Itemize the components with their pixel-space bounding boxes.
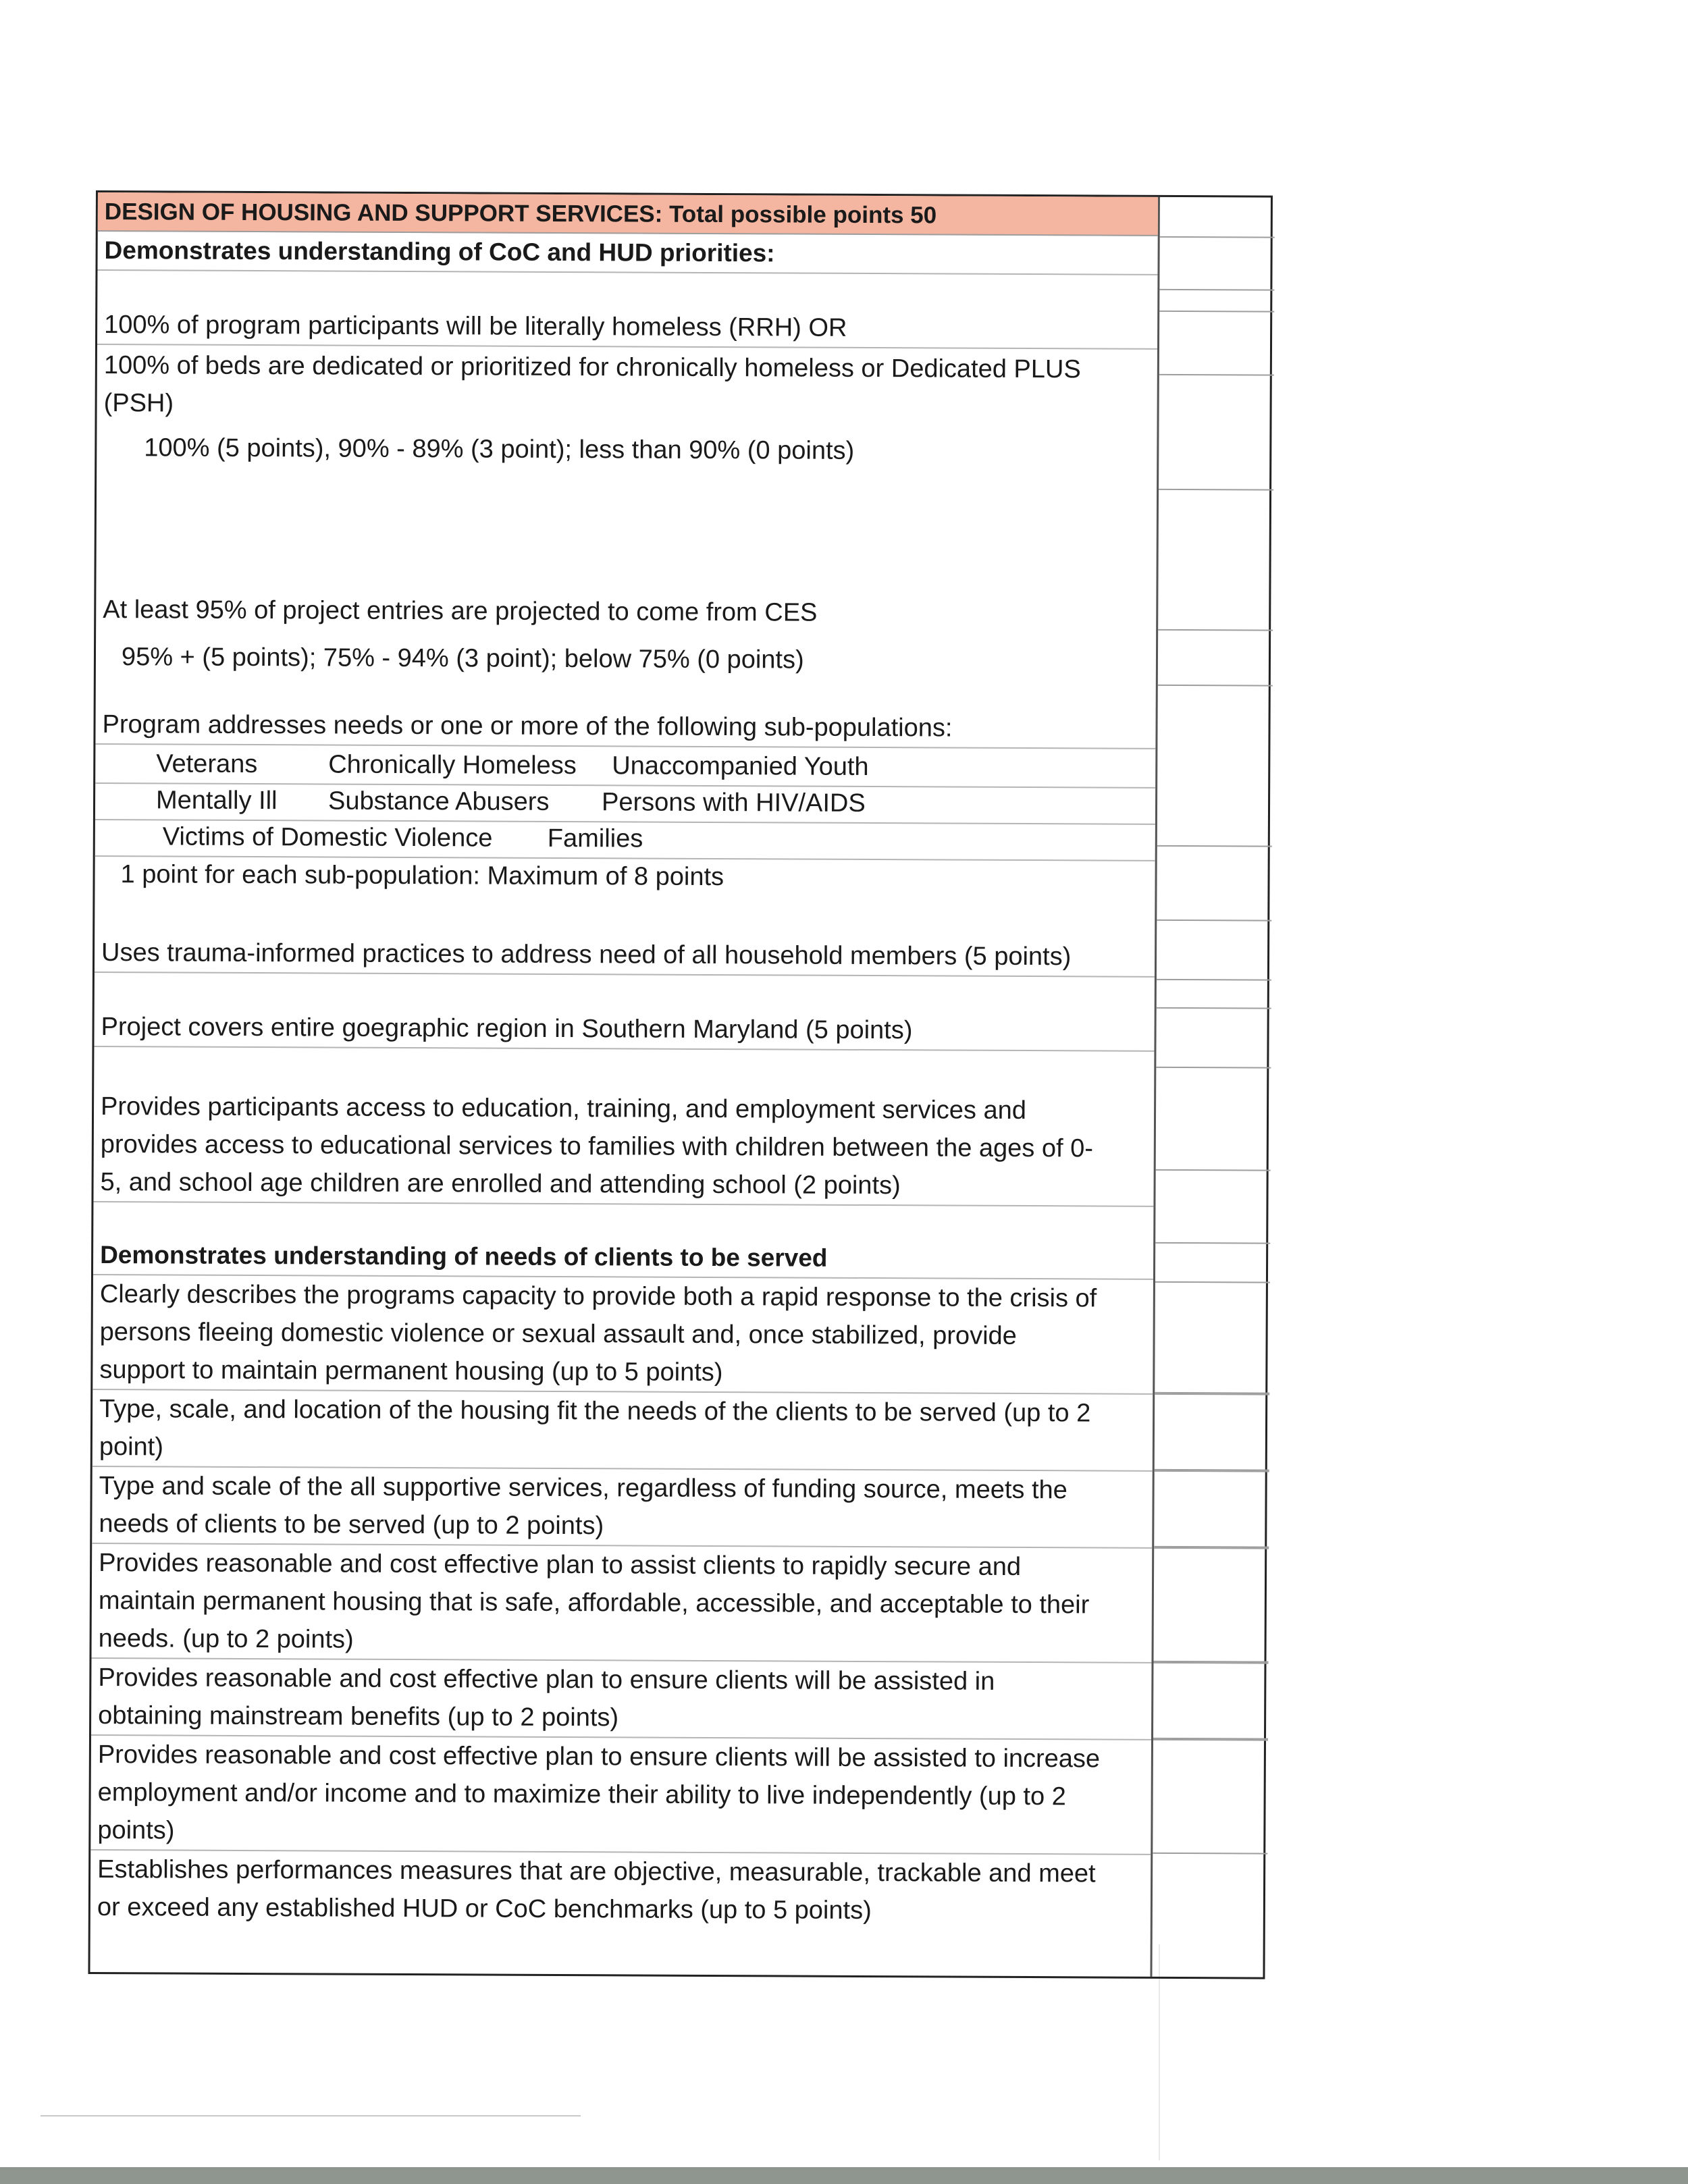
- criterion-psh-line2: (PSH): [103, 389, 174, 418]
- criterion-region: Project covers entire goegraphic region in Southern Maryland (5 points): [94, 1008, 1154, 1052]
- score-box[interactable]: [1157, 920, 1271, 981]
- score-box[interactable]: [1153, 1662, 1268, 1740]
- criterion-ces-scoring: 95% + (5 points); 75% - 94% (3 point); below 75% (0 points): [121, 643, 804, 674]
- criterion-subpop-scoring: 1 point for each sub-population: Maximum of 8 points: [120, 860, 724, 892]
- score-box[interactable]: [1154, 1470, 1269, 1548]
- criterion-plan-benefits-line2: obtaining mainstream benefits (up to 2 points): [91, 1697, 1151, 1740]
- criterion-education-line1: Provides participants access to education, training, and employment services and: [100, 1092, 1027, 1125]
- criterion-plan-income-line3: points): [90, 1811, 1151, 1855]
- score-box[interactable]: [1157, 685, 1273, 847]
- criterion-plan-income-line1: Provides reasonable and cost effective plan to ensure clients will be assisted to increase: [97, 1740, 1101, 1774]
- score-box[interactable]: [1155, 1169, 1270, 1244]
- score-box[interactable]: [1156, 1007, 1271, 1069]
- subpop-families: Families: [547, 824, 643, 853]
- criterion-housing-fit-line1: Type, scale, and location of the housing fit the needs of the clients to be served (up to 2: [99, 1395, 1091, 1428]
- criterion-plan-housing-line1: Provides reasonable and cost effective plan to assist clients to rapidly secure and: [99, 1549, 1022, 1581]
- subpop-veterans: Veterans: [156, 749, 258, 779]
- subpop-domestic-violence: Victims of Domestic Violence: [162, 822, 493, 853]
- criterion-rrh: 100% of program participants will be literally homeless (RRH) OR: [97, 306, 1157, 350]
- criterion-ces: At least 95% of project entries are projected to come from CES: [103, 595, 818, 627]
- criterion-subpop-intro: Program addresses needs or one or more of the following sub-populations:: [95, 705, 1155, 749]
- scan-artifact-line: [41, 2115, 581, 2116]
- section-heading-client-needs: Demonstrates understanding of needs of clients to be served: [93, 1236, 1153, 1280]
- score-box[interactable]: [1158, 489, 1273, 631]
- subpop-chronically-homeless: Chronically Homeless: [328, 750, 577, 780]
- criterion-psh-line1: 100% of beds are dedicated or prioritized for chronically homeless or Dedicated PLUS: [103, 351, 1081, 384]
- section-heading-priorities: Demonstrates understanding of CoC and HUD priorities:: [97, 232, 1157, 275]
- criterion-education-line2: provides access to educational services to families with children between the ages of 0-: [100, 1130, 1094, 1163]
- score-box[interactable]: [1155, 1393, 1269, 1471]
- criterion-crisis-line1: Clearly describes the programs capacity to provide both a rapid response to the crisis of: [99, 1280, 1097, 1313]
- scan-edge: [0, 2167, 1688, 2184]
- criterion-measures-line1: Establishes performances measures that are objective, measurable, trackable and meet: [97, 1855, 1096, 1888]
- subpop-hiv-aids: Persons with HIV/AIDS: [601, 788, 866, 818]
- criterion-plan-housing-line2: maintain permanent housing that is safe, affordable, accessible, and acceptable to their: [98, 1587, 1090, 1620]
- score-box[interactable]: [1155, 1281, 1270, 1394]
- score-box[interactable]: [1153, 1739, 1268, 1855]
- form-header: DESIGN OF HOUSING AND SUPPORT SERVICES: Total possible points 50: [98, 192, 1158, 236]
- criterion-measures-line2: or exceed any established HUD or CoC benchmarks (up to 5 points): [97, 1893, 872, 1925]
- subpop-mentally-ill: Mentally Ill: [155, 786, 278, 816]
- subpop-unaccompanied-youth: Unaccompanied Youth: [612, 751, 869, 782]
- criterion-housing-fit-line2: point): [93, 1428, 1153, 1472]
- criterion-plan-benefits-line1: Provides reasonable and cost effective plan to ensure clients will be assisted in: [98, 1663, 995, 1696]
- subpop-substance-abusers: Substance Abusers: [327, 787, 550, 816]
- scoring-form: [88, 190, 1273, 1979]
- criterion-plan-housing-line3: needs. (up to 2 points): [92, 1620, 1152, 1663]
- criterion-education-line3: 5, and school age children are enrolled and attending school (2 points): [93, 1163, 1153, 1207]
- score-box[interactable]: [1154, 1547, 1269, 1663]
- subpop-row-3: [95, 818, 1155, 861]
- criterion-crisis-line3: support to maintain permanent housing (up to 5 points): [93, 1351, 1153, 1395]
- criterion-trauma: Uses trauma-informed practices to address need of all household members (5 points): [95, 934, 1155, 978]
- criterion-plan-income-line2: employment and/or income and to maximize their ability to live independently (up to 2: [97, 1778, 1066, 1811]
- score-box[interactable]: [1159, 236, 1274, 291]
- score-box[interactable]: [1159, 311, 1274, 376]
- criterion-services-line2: needs of clients to be served (up to 2 points): [92, 1505, 1152, 1549]
- criterion-psh-scoring: 100% (5 points), 90% - 89% (3 point); less than 90% (0 points): [144, 433, 855, 465]
- criterion-crisis-line2: persons fleeing domestic violence or sexual assault and, once stabilized, provide: [99, 1318, 1017, 1350]
- criterion-services-line1: Type and scale of the all supportive services, regardless of funding source, meets the: [99, 1472, 1067, 1505]
